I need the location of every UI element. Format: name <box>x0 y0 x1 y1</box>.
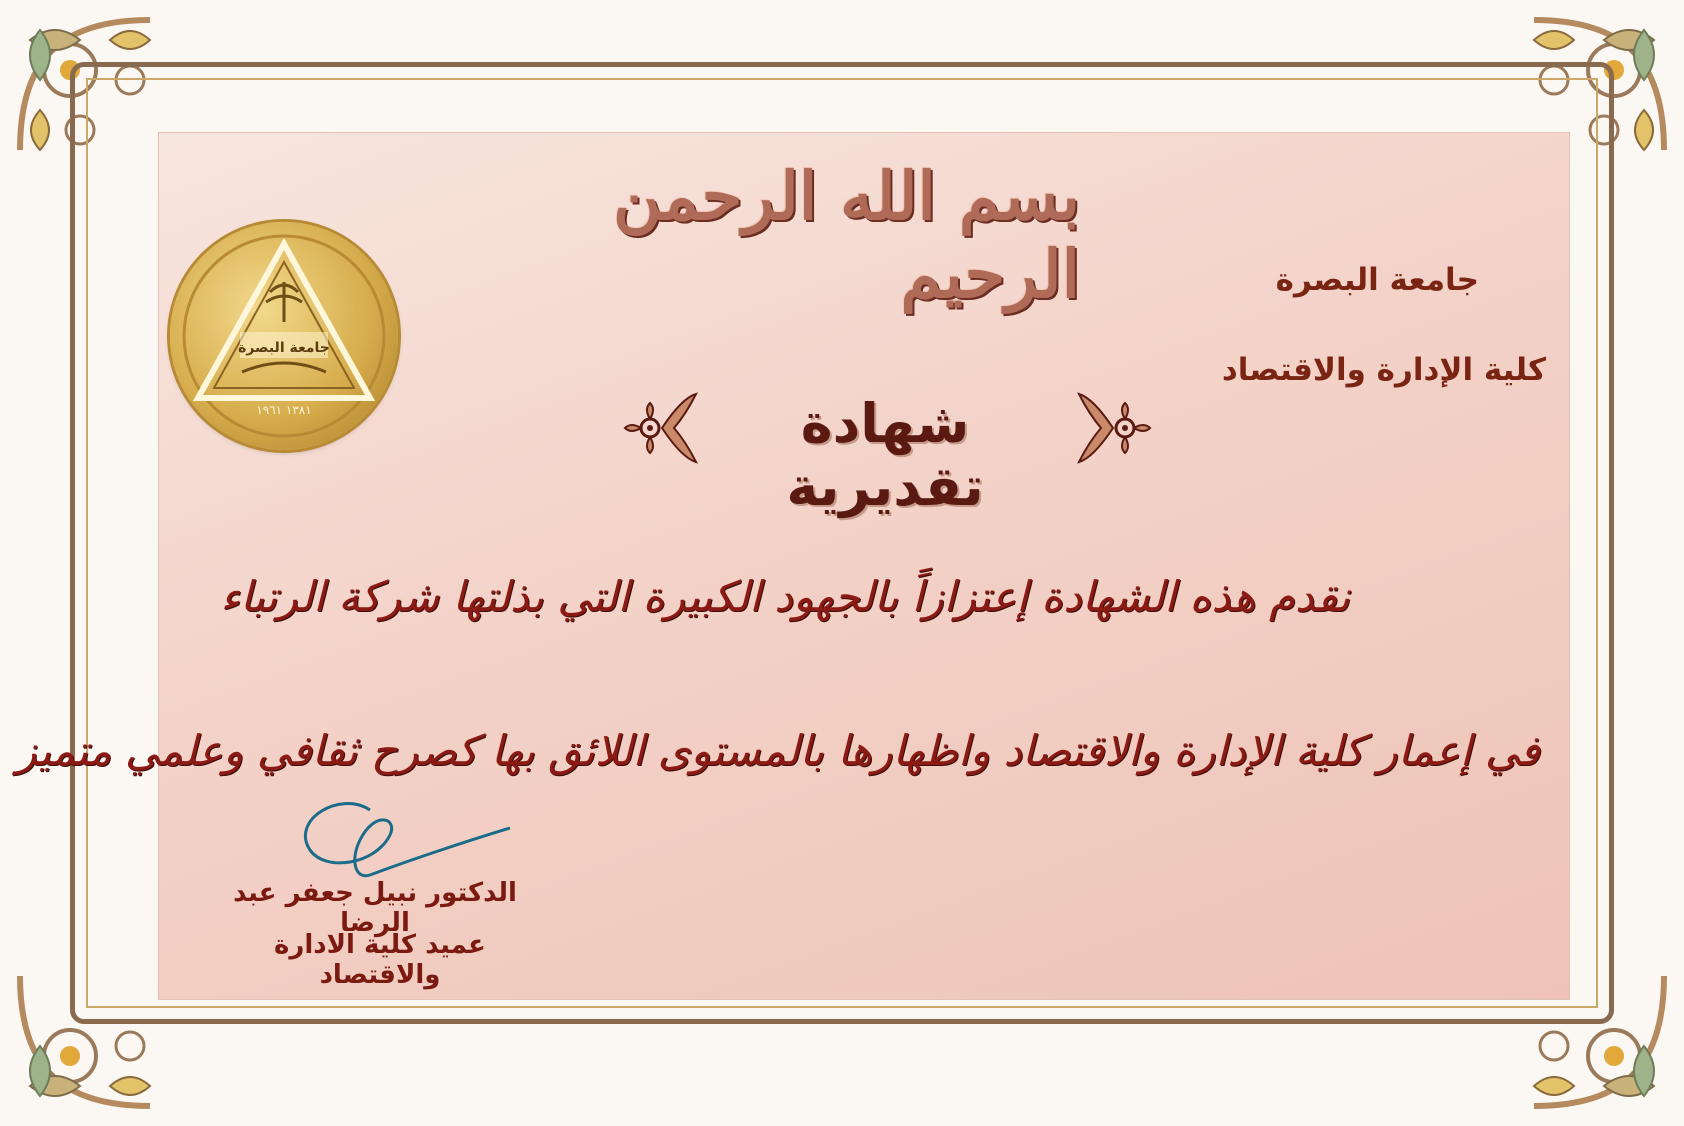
seal-years: ١٣٨١ ١٩٦١ <box>256 403 312 417</box>
body-text-line-1: نقدم هذه الشهادة إعتزازاً بالجهود الكبيرة التي بذلتها شركة الرتباء <box>220 572 1350 621</box>
floral-ornament-icon <box>620 388 700 468</box>
basmala: بسم الله الرحمن الرحيم <box>613 157 1080 313</box>
signer-name: الدكتور نبيل جعفر عبد الرضا <box>233 878 517 938</box>
seal-label: جامعة البصرة <box>238 340 330 356</box>
floral-ornament-icon <box>1075 388 1155 468</box>
signer-role: عميد كلية الادارة والاقتصاد <box>274 930 486 990</box>
body-text-line-2: في إعمار كلية الإدارة والاقتصاد واظهارها بالمستوى اللائق بها كصرح ثقافي وعلمي متميز <box>16 726 1540 775</box>
certificate-title: شهادة تقديرية <box>786 392 984 518</box>
signature-icon <box>280 780 520 890</box>
university-seal-icon <box>170 222 398 450</box>
university-name: جامعة البصرة <box>1275 262 1479 298</box>
college-name: كلية الإدارة والاقتصاد <box>1221 352 1546 388</box>
